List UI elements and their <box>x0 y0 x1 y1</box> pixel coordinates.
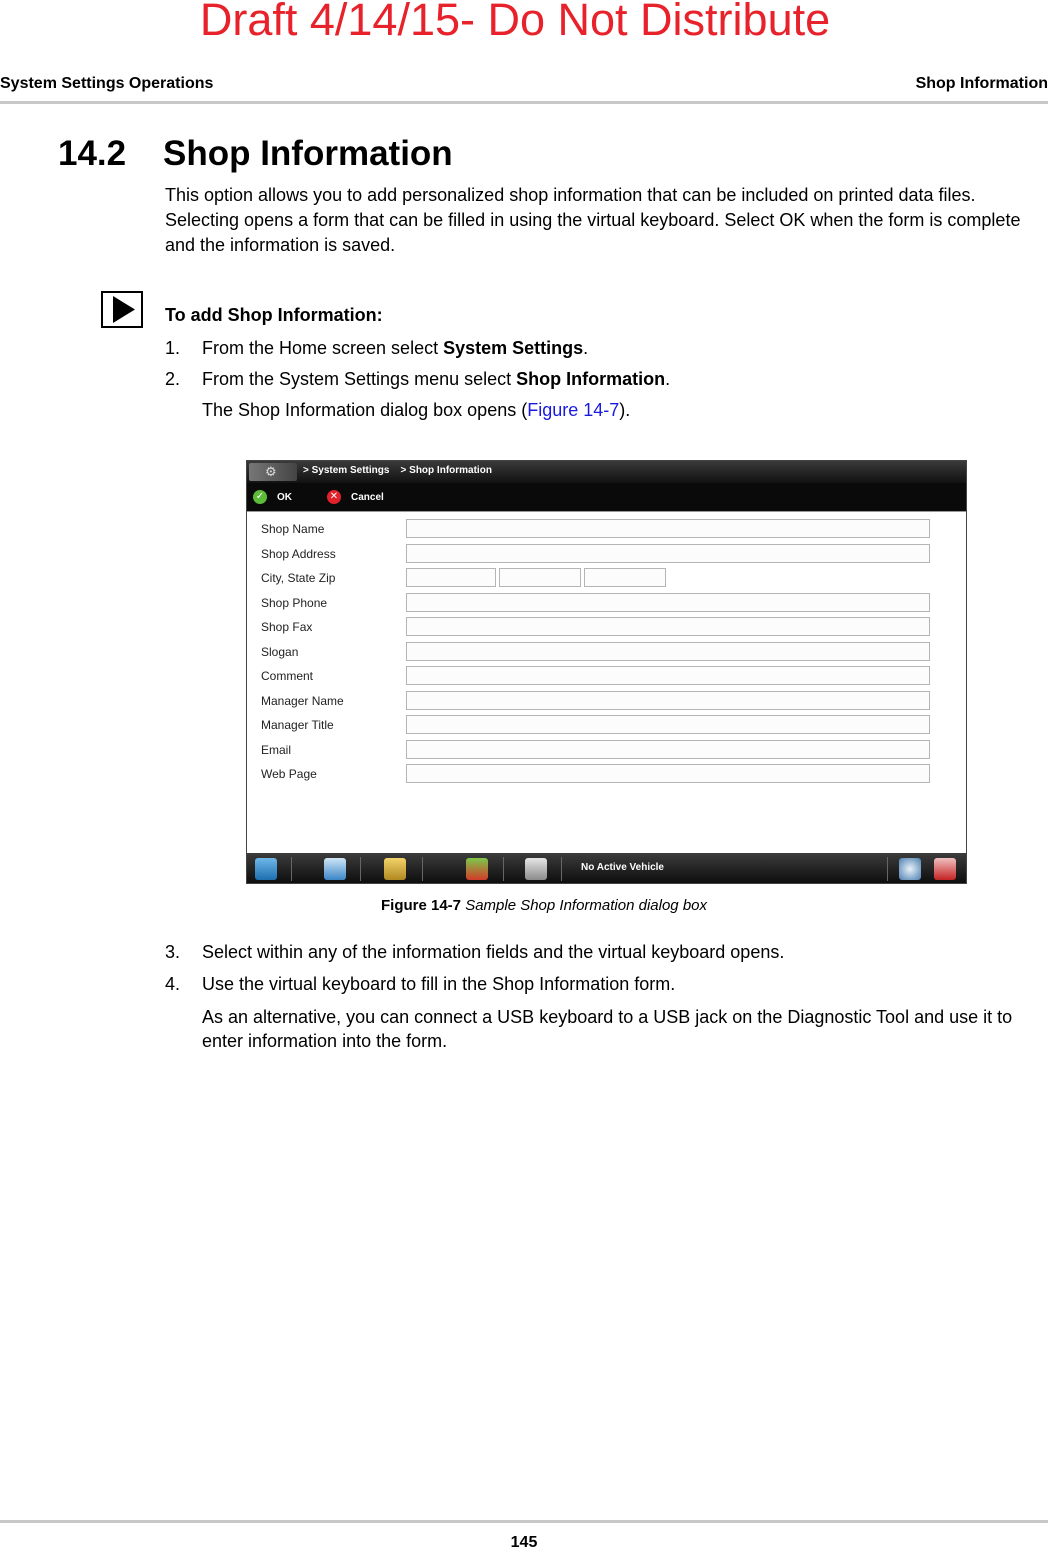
print-icon[interactable] <box>525 858 547 880</box>
checkmark-icon: ✓ <box>253 490 267 504</box>
figure-caption <box>20 897 1048 914</box>
header-rule <box>0 101 1048 104</box>
data-list-icon[interactable] <box>324 858 346 880</box>
manager-title-field[interactable] <box>406 715 930 734</box>
header-section: Shop Information <box>915 75 1048 92</box>
tools-icon[interactable] <box>384 858 406 880</box>
slogan-field[interactable] <box>406 642 930 661</box>
intro-paragraph: This option allows you to add personalized shop information that can be included on printed data files. Selecting opens a form that can be filled in using the virtual keyboard. Select OK when the form is complete and the information is saved. <box>165 185 1021 255</box>
comment-field[interactable] <box>406 666 930 685</box>
shop-address-field[interactable] <box>406 544 930 563</box>
screenshot-nav-bar <box>247 853 966 884</box>
procedure-arrow-icon <box>101 291 143 328</box>
state-field[interactable] <box>499 568 581 587</box>
field-row-slogan: Slogan <box>247 641 966 663</box>
shop-fax-field[interactable] <box>406 617 930 636</box>
figure-caption-text: Sample Shop Information dialog box <box>465 897 708 914</box>
field-row-manager-title: Manager Title <box>247 714 966 736</box>
step-3: 3. Select within any of the information fields and the virtual keyboard opens. <box>165 942 785 962</box>
manager-name-field[interactable] <box>406 691 930 710</box>
shop-phone-field[interactable] <box>406 593 930 612</box>
screenshot-toolbar <box>247 483 966 512</box>
home-icon[interactable] <box>255 858 277 880</box>
field-row-city-state-zip: City, State Zip <box>247 567 966 589</box>
field-row-email: Email <box>247 739 966 761</box>
footer-rule <box>0 1520 1048 1523</box>
step-1: 1. From the Home screen select System Settings. <box>165 338 589 358</box>
record-icon[interactable] <box>934 858 956 880</box>
vehicle-icon[interactable] <box>466 858 488 880</box>
ok-button[interactable]: ✓ OK <box>253 488 292 506</box>
draft-watermark: Draft 4/14/15- Do Not Distribute <box>199 0 831 45</box>
city-field[interactable] <box>406 568 496 587</box>
screenshot-title-bar <box>247 461 966 483</box>
field-row-shop-address: Shop Address <box>247 543 966 565</box>
field-row-comment: Comment <box>247 665 966 687</box>
section-heading <box>58 134 453 174</box>
wifi-icon[interactable] <box>899 858 921 880</box>
close-icon: ✕ <box>327 490 341 504</box>
screenshot-breadcrumb: > System Settings > Shop Information <box>303 465 492 476</box>
settings-gear-icon: ⚙ <box>249 463 297 481</box>
field-row-manager-name: Manager Name <box>247 690 966 712</box>
cancel-button[interactable]: ✕ Cancel <box>327 488 384 506</box>
zip-field[interactable] <box>584 568 666 587</box>
page-number: 145 <box>510 1534 538 1551</box>
vehicle-status-label: No Active Vehicle <box>581 862 664 873</box>
figure-label: Figure 14-7 <box>380 897 462 914</box>
step-2-note: The Shop Information dialog box opens (Figure 14-7). <box>202 400 631 420</box>
field-row-shop-name: Shop Name <box>247 518 966 540</box>
step-4: 4. Use the virtual keyboard to fill in the Shop Information form. <box>165 974 676 994</box>
shop-information-screenshot <box>246 460 967 884</box>
field-row-shop-phone: Shop Phone <box>247 592 966 614</box>
procedure-title: To add Shop Information: <box>165 305 383 325</box>
field-row-shop-fax: Shop Fax <box>247 616 966 638</box>
email-field[interactable] <box>406 740 930 759</box>
section-number: 14.2 <box>58 134 127 173</box>
shop-name-field[interactable] <box>406 519 930 538</box>
web-page-field[interactable] <box>406 764 930 783</box>
figure-link[interactable]: Figure 14-7 <box>527 400 620 420</box>
field-row-web-page: Web Page <box>247 763 966 785</box>
step-2: 2. From the System Settings menu select Shop Information. <box>165 369 671 389</box>
header-chapter: System Settings Operations <box>0 75 214 92</box>
step-4-note: As an alternative, you can connect a USB keyboard to a USB jack on the Diagnostic Tool and use it to enter information into the form. <box>202 1007 1013 1051</box>
section-title: Shop Information <box>163 134 453 173</box>
